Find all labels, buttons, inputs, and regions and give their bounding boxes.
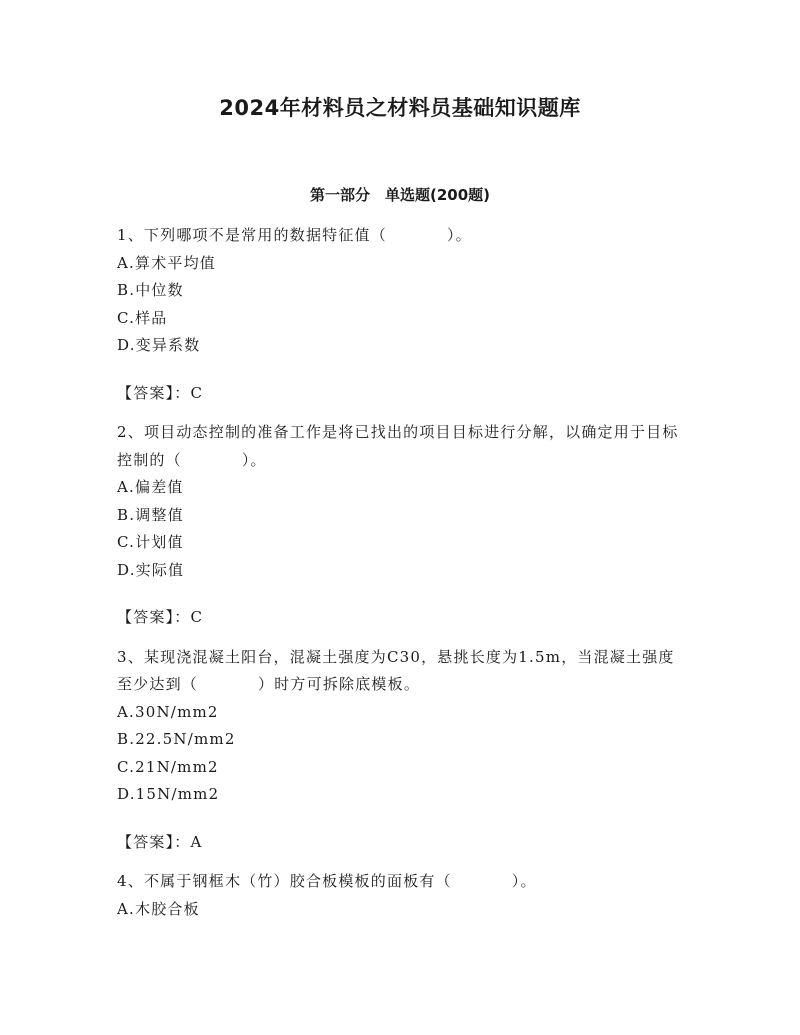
option-b: B.调整值: [117, 505, 184, 524]
option-d: D.变异系数: [117, 336, 201, 354]
answer-line: 【答案】：C: [117, 383, 204, 402]
question-4: [117, 868, 687, 923]
option-b: B.22.5N/mm2: [117, 730, 236, 748]
option-c: C.样品: [117, 308, 168, 327]
option-a: A.算术平均值: [117, 253, 217, 272]
option-b: B.中位数: [117, 281, 184, 299]
question-stem: 2、项目动态控制的准备工作是将已找出的项目目标进行分解，以确定用于目标控制的（ ）。: [117, 423, 679, 469]
question-stem: 1、下列哪项不是常用的数据特征值（ ）。: [117, 226, 472, 244]
option-c: C.21N/mm2: [117, 757, 219, 776]
option-d: D.实际值: [117, 560, 185, 579]
question-stem: 4、不属于钢框木（竹）胶合板模板的面板有（ ）。: [117, 872, 537, 890]
document-title: 2024年材料员之材料员基础知识题库: [219, 96, 581, 120]
section-title: 第一部分 单选题(200题): [309, 186, 491, 204]
question-1: [117, 222, 687, 407]
question-2: [117, 419, 687, 632]
option-a: A.偏差值: [117, 478, 184, 496]
question-3: [117, 644, 687, 857]
answer-line: 【答案】：A: [117, 832, 203, 851]
option-d: D.15N/mm2: [117, 785, 220, 803]
option-c: C.计划值: [117, 533, 184, 551]
question-stem: 3、某现浇混凝土阳台，混凝土强度为C30，悬挑长度为1.5m，当混凝土强度至少达到（ ）时方可拆除底模板。: [117, 647, 675, 693]
option-a: A.木胶合板: [117, 899, 200, 918]
question-list: [117, 222, 687, 923]
answer-line: 【答案】：C: [117, 608, 204, 626]
option-a: A.30N/mm2: [117, 702, 219, 721]
